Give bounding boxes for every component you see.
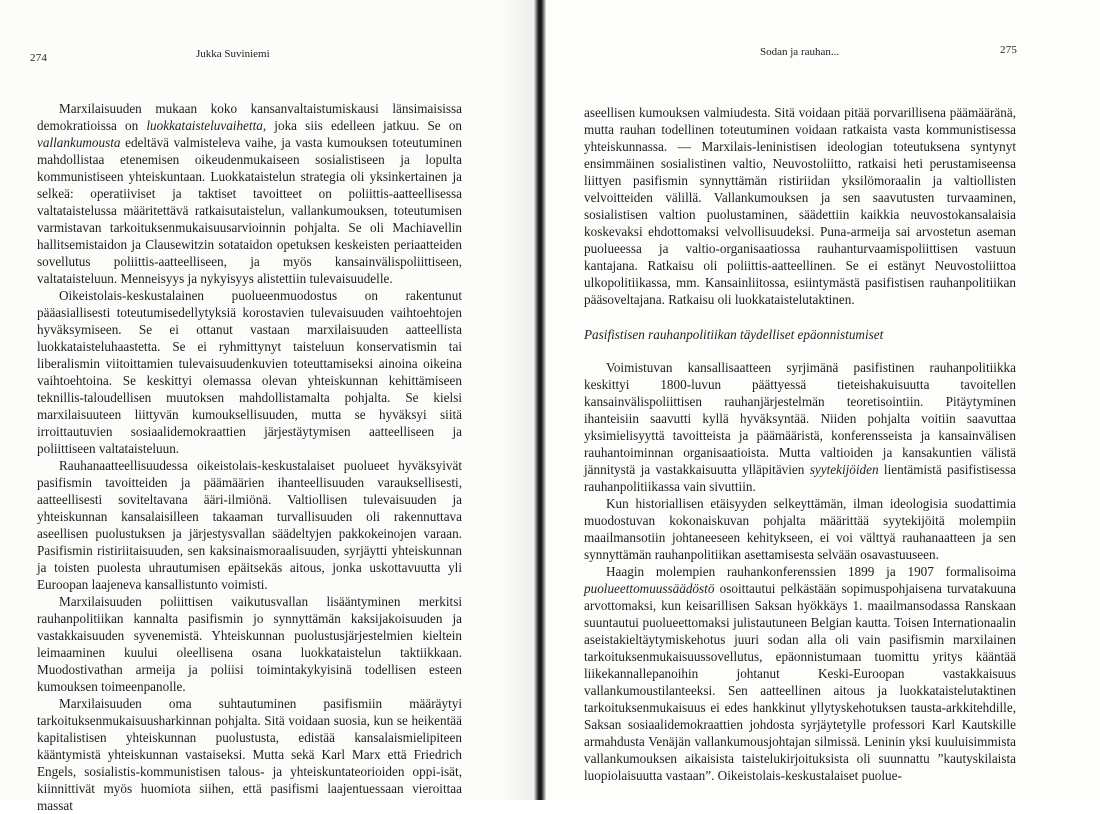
body-paragraph <box>37 695 462 814</box>
text-run: Oikeistolais-keskustalainen puolueenmuodostus on rakentunut pääasiallisesti toteutumisedellytyksiä korostavien tulevaisuuden vaihtoehtojen hyväksymiseen. Se ei ottanut vastaan marxilaisuuden aatteellista luokkataisteluhaastetta. Se ei ryhmittynyt taisteluun konservatismin tai liberalismin viitoittamien tulevaisuudenkuvien toteuttamiseksi ainoina oikeina vaihtoehtoina. Se keskittyi olemassa olevan yhteiskunnan kehittämiseen teknillis-taloudellisen muutoksen mahdollistamalta pohjalta. Se kielsi marxilaisuuteen liittyvän kumouksellisuuden, mutta se hyväksyi siitä irroittautuvien sosiaalidemokraattien järjestäytymisen aatteelliseen ja poliittiseen valtataisteluun. <box>37 288 462 456</box>
body-paragraph <box>37 100 462 287</box>
text-run: aseellisen kumouksen valmiudesta. Sitä voidaan pitää porvarillisena päämääränä, mutta rauhan todellinen toteutuminen voidaan ratkaista vasta kommunistisessa yhteiskunnassa. — Marxilais-leninistisen ideologian toteutuksena syntynyt ensimmäinen sosialistinen valtio, Neuvostoliitto, ratkaisi heti perustamiseensa liittyen pasifismin synnyttämän ristiriidan yksilömoraalin ja valtiollisten velvoitteiden välillä. Vallankumouksen ja sen saavutusten turvaaminen, sosialistisen valtion puolustaminen, säädettiin kaikkia neuvostokansalaisia koskevaksi ehdottomaksi velvollisuudeksi. Puna-armeija sai arvostetun aseman puolueessa ja valtio-organisaatiossa rauhanturvaamispoliittisen vastuun kantajana. Ratkaisu oli poliittis-aatteellinen. Se ei estänyt Neuvostoliittoa ulkopolitiikassa, mm. Kansainliitossa, esiintymästä pasifistisen rauhanpolitiikan pääsoveltajana. Ratkaisu oli luokkataistelutaktinen. <box>584 105 1016 307</box>
left-page <box>0 0 534 813</box>
italic-run: syytekijöiden <box>809 462 879 477</box>
page-number: 274 <box>30 52 48 64</box>
gutter-shadow <box>500 0 534 800</box>
text-run: Marxilaisuuden poliittisen vaikutusvallan lisääntyminen merkitsi rauhanpolitiikan kannalta pasifismin jo synnyttämän kaksijakoisuuden ja vastakkaisuuden syvenemistä. Yhteiskunnan puolustusjärjestelmien kieltein leimaaminen kuului oleellisena osana luokkataistelun taktiikkaan. Muodostivathan armeija ja poliisi toimintakykyisinä todellisen esteen kumouksen toimeenpanolle. <box>37 594 462 694</box>
right-page-body <box>584 104 1016 784</box>
text-run: Voimistuvan kansallisaatteen syrjimänä pasifistinen rauhanpolitiikka keskittyi 1800-luvun päättyessä tieteishakuisuutta tavoitellen kansainvälispoliittisen rauhanjärjestelmän teoretisointiin. Pitäytyminen ihanteisiin saavutti kyllä hyväksyntää. Niiden pohjalta voitiin saavuttaa yksimielisyyttä tavoitteista ja päämääristä, konferensseista ja kansainvälisen rauhantoiminnan organisaatioista. Mutta valtioiden ja kansakuntien välistä jännitystä ja vastakkaisuutta ylläpitävien <box>584 360 1016 477</box>
text-run: Haagin molempien rauhankonferenssien 1899 ja 1907 formalisoima <box>606 564 1016 579</box>
italic-run: puolueettomuussäädöstö <box>584 581 715 596</box>
body-paragraph <box>584 359 1016 495</box>
italic-run: luokkataisteluvaihetta, <box>146 118 267 133</box>
body-paragraph <box>37 287 462 457</box>
body-paragraph <box>37 593 462 695</box>
running-head-author: Jukka Suviniemi <box>196 48 270 60</box>
text-run: edeltävä valmisteleva vaihe, ja vasta kumouksen toteutuminen mahdollistaa etenemisen oikeudenmukaiseen sosialistiseen ja lopulta kommunistiseen yhteiskuntaan. Luokkataistelun strategia oli yksinkertainen ja selkeä: operatiiviset ja taktiset tavoitteet on poliittis-aatteellisessa valtataistelussa määritettävä ratkaisutaistelun, vallankumouksen, toteutumisen varmistavan tarkoituksenmukaisuusarvioinnin pohjalta. Se oli Machiavellin hallitsemistaidon ja Clausewitzin sotataidon opetuksen keskeisten periaatteiden sovellutus poliittis-aatteelliseen, ja myös kansainvälispoliittiseen, valtataisteluun. Menneisyys ja nykyisyys alistettiin tulevaisuudelle. <box>37 135 462 286</box>
body-paragraph <box>584 104 1016 308</box>
text-run: Marxilaisuuden oma suhtautuminen pasifismiin määräytyi tarkoituksenmukaisuusharkinnan pohjalta. Sitä voidaan suosia, kun se heikentää kapitalistisen yhteiskunnan puolustusta, edistää kansalaismielipiteen kääntymistä yhteiskunnan vastaiseksi. Mutta sekä Karl Marx että Friedrich Engels, sosialistis-kommunistisen talous- ja yhteiskuntateorioiden oppi-isät, kiinnittivät myös huomiota siihen, että pasifismi laajentuessaan vieroittaa massat <box>37 696 462 813</box>
left-page-body <box>37 100 462 814</box>
book-gutter <box>534 0 546 800</box>
page-number: 275 <box>1000 44 1018 56</box>
section-heading: Pasifistisen rauhanpolitiikan täydelliset epäonnistumiset <box>584 327 884 342</box>
text-run: joka siis edelleen jatkuu. Se on <box>266 118 463 133</box>
body-paragraph <box>37 457 462 593</box>
running-head-title: Sodan ja rauhan... <box>760 46 840 58</box>
body-paragraph <box>584 495 1016 563</box>
text-run: Marxilaisuuden mukaan koko kansanvaltaistumiskausi länsimaisissa demokratioissa on <box>37 101 462 133</box>
text-run: Rauhanaatteellisuudessa oikeistolais-keskustalaiset puolueet hyväksyivät pasifismin tavoitteiden ja päämäärien ihanteellisuuden varauksellisesti, aatteellisesti soviteltavana ääri-ilmiönä. Valtiollisen tulevaisuuden ja yhteiskunnan kansalaisilleen takaaman turvallisuuden oli rakennuttava aseellisen puolustuksen ja järjestysvallan säädeltyjen pakkokeinojen varaan. Pasifismin ristiriitaisuuden, sen kaksinaismoraalisuuden, syrjäytti yhteiskunnan ja toisten puolesta uhrautumisen epäitsekäs aitous, jonka uskottavuutta yli Euroopan laajeneva kansallistunto voimisti. <box>37 458 462 592</box>
right-page <box>546 0 1100 800</box>
text-run: lientämistä pasifistisessa rauhanpolitiikassa vain sivuttiin. <box>584 462 1016 494</box>
text-run: Kun historiallisen etäisyyden selkeyttämän, ilman ideologisia suodattimia muodostuvan kokonaiskuvan pohjalta määrittää syytekijöitä molempiin maailmansotiin johtaneeseen kehitykseen, ei voi välttyä rauhanaatteen ja sen synnyttämän rauhanpolitiikan asettamisesta selvään osavastuuseen. <box>584 496 1016 562</box>
body-paragraph <box>584 563 1016 784</box>
text-run: osoittautui pelkästään sopimuspohjaisena turvatakuuna arvottomaksi, kun keisarillisen Saksan hyökkäys 1. maailmansodassa Ranskaan suuntautui puolueettomaksi julistautuneen Belgian kautta. Toisen Internationaalin aseistakieltäytymiskehotus juuri sodan alla oli vain pasifismin marxilainen tarkoituksenmukaisuussovellutus, epäonnistumaan tuomittu yritys kääntää liikekannallepanoihin johtanut Keski-Euroopan vastakkaisuus vallankumoustilanteeksi. Sen aatteellinen aitous ja luokkataistelutaktinen tarkoituksenmukaisuus ei edes hankkinut yllytyskehotuksen tausta-arkkitehdille, Saksan sosiaalidemokraattien johdosta syrjäytetylle professori Karl Kautskille armahdusta Venäjän vallankumousjohtajan silmissä. Leninin yksi kuuluisimmista vallankumouksen aikaisista taistelukirjoituksista oli suunnattu ”kautyskilaista luopiolaisuutta vastaan”. Oikeistolais-keskustalaiset puolue- <box>584 581 1016 783</box>
italic-run: vallankumousta <box>37 135 121 150</box>
